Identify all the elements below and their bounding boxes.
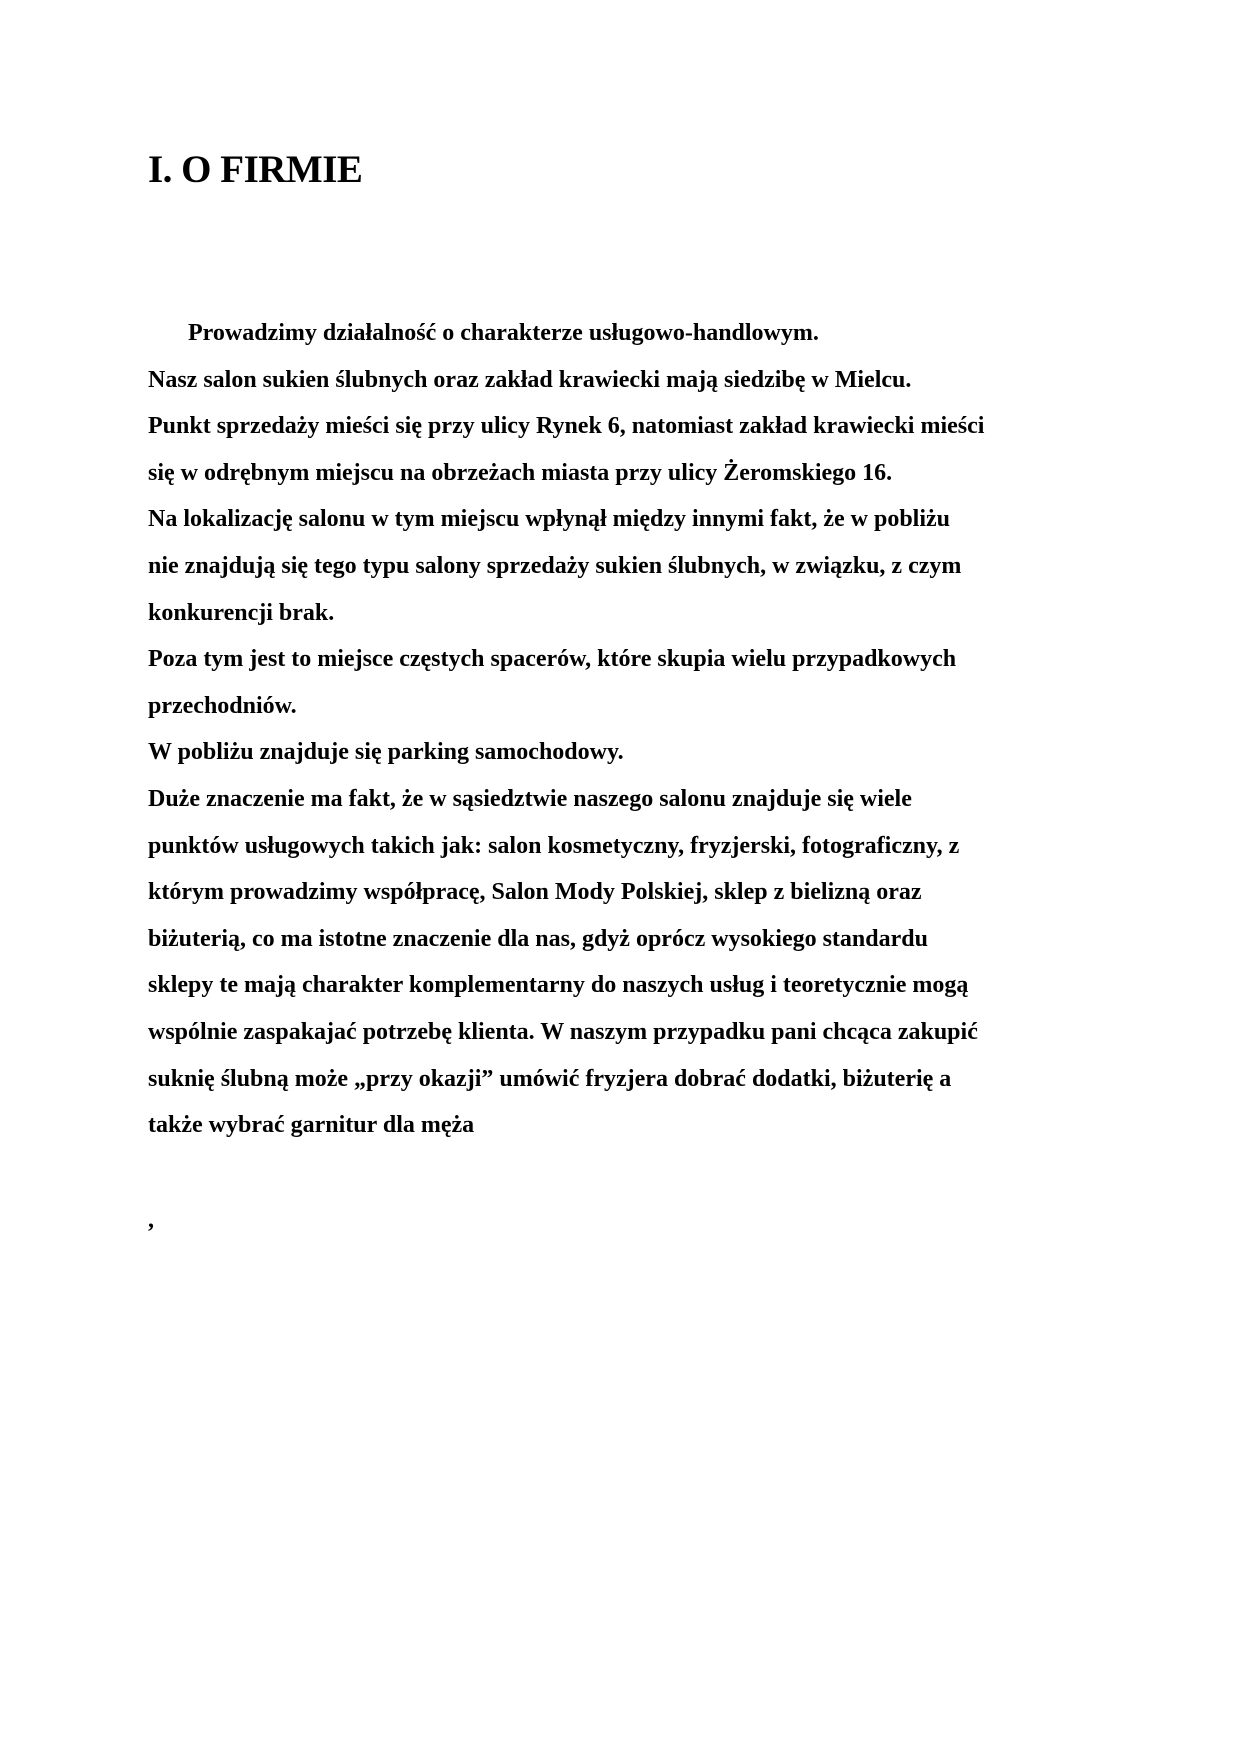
paragraph-line: biżuterią, co ma istotne znaczenie dla nas, gdyż oprócz wysokiego standardu: [148, 925, 928, 952]
body-text: [148, 310, 1108, 1149]
paragraph-line: wspólnie zaspakajać potrzebę klienta. W naszym przypadku pani chcąca zakupić: [148, 1018, 978, 1045]
paragraph-line: Punkt sprzedaży mieści się przy ulicy Rynek 6, natomiast zakład krawiecki mieści: [148, 413, 985, 440]
paragraph-line: którym prowadzimy współpracę, Salon Mody Polskiej, sklep z bielizną oraz: [148, 879, 922, 906]
paragraph-line: suknię ślubną może „przy okazji” umówić fryzjera dobrać dodatki, biżuterię a: [148, 1065, 952, 1092]
paragraph-line: także wybrać garnitur dla męża: [148, 1112, 475, 1139]
paragraph-line: sklepy te mają charakter komplementarny do naszych usług i teoretycznie mogą: [148, 972, 969, 999]
paragraph-line: Poza tym jest to miejsce częstych spacerów, które skupia wielu przypadkowych: [148, 646, 957, 673]
paragraph-line: Duże znaczenie ma fakt, że w sąsiedztwie naszego salonu znajduje się wiele: [148, 785, 912, 812]
paragraph-line: punktów usługowych takich jak: salon kosmetyczny, fryzjerski, fotograficzny, z: [148, 832, 960, 859]
paragraph-line: Nasz salon sukien ślubnych oraz zakład krawiecki mają siedzibę w Mielcu.: [148, 366, 912, 393]
section-heading: I. O FIRMIE: [148, 148, 363, 191]
paragraph-line: nie znajdują się tego typu salony sprzedaży sukien ślubnych, w związku, z czym: [148, 552, 962, 579]
paragraph-line: Na lokalizację salonu w tym miejscu wpłynął między innymi fakt, że w pobliżu: [148, 506, 950, 533]
trailing-comma: ,: [148, 1207, 154, 1233]
paragraph-line: konkurencji brak.: [148, 599, 335, 626]
paragraph-line: przechodniów.: [148, 692, 297, 719]
paragraph-line: się w odrębnym miejscu na obrzeżach miasta przy ulicy Żeromskiego 16.: [148, 459, 893, 486]
paragraph-line: W pobliżu znajduje się parking samochodowy.: [148, 739, 624, 766]
paragraph-line: Prowadzimy działalność o charakterze usługowo-handlowym.: [188, 320, 819, 346]
